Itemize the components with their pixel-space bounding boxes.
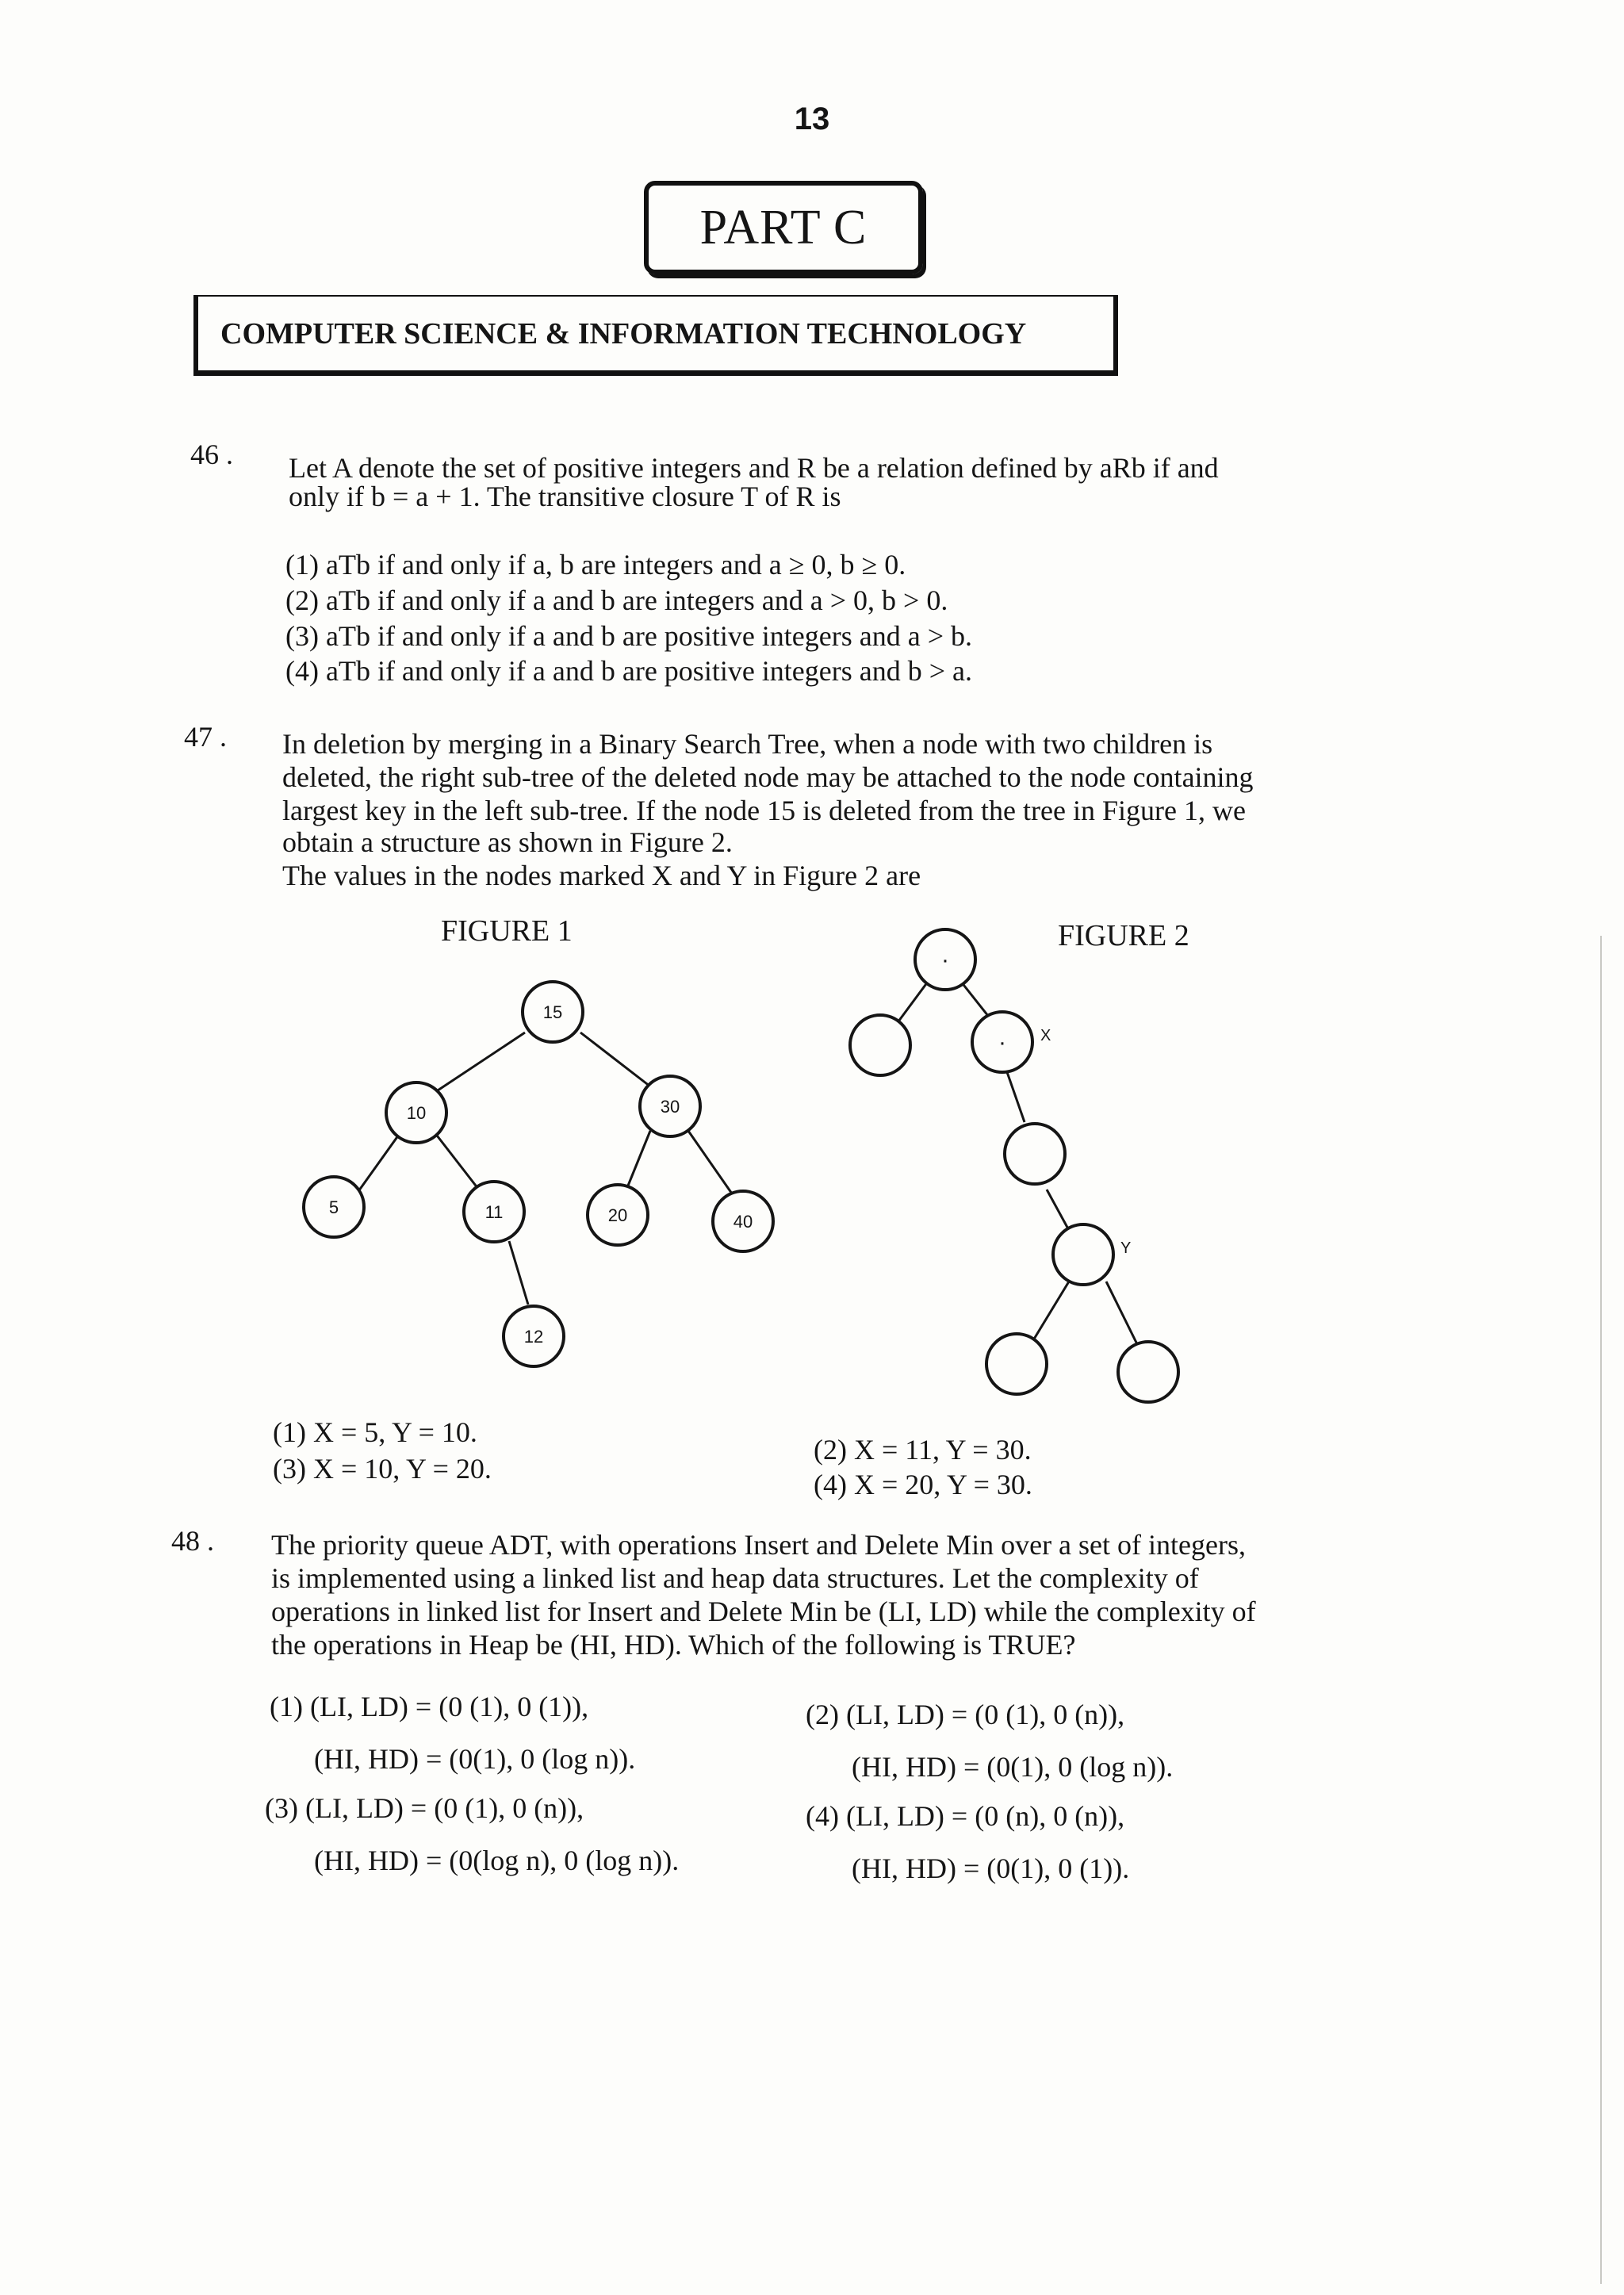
question-number: 48 . <box>171 1525 214 1557</box>
answer-option: (2) (LI, LD) = (0 (1), 0 (n)), <box>806 1699 1125 1730</box>
tree-node <box>1118 1342 1178 1402</box>
node-value: 30 <box>660 1097 680 1117</box>
answer-option: (1) X = 5, Y = 10. <box>273 1416 477 1448</box>
node-value: 20 <box>607 1205 628 1225</box>
answer-option: (HI, HD) = (0(log n), 0 (log n)). <box>314 1845 680 1876</box>
node-value: 12 <box>523 1327 544 1347</box>
part-title: PART C <box>644 181 923 274</box>
answer-option: (3) aTb if and only if a and b are positive integers and a > b. <box>285 620 973 652</box>
question-text-line: deleted, the right sub-tree of the deleted node may be attached to the node containing <box>282 761 1254 793</box>
answer-option: (2) aTb if and only if a and b are integers and a > 0, b > 0. <box>285 584 948 616</box>
question-number: 46 . <box>190 439 233 470</box>
question-text-line: The values in the nodes marked X and Y in Figure 2 are <box>282 860 921 891</box>
tree-node <box>1053 1224 1113 1285</box>
answer-option: (1) aTb if and only if a, b are integers and a ≥ 0, b ≥ 0. <box>285 549 906 580</box>
question-text-line: operations in linked list for Insert and Delete Min be (LI, LD) while the complexity of <box>271 1596 1256 1627</box>
page-number: 13 <box>794 102 830 136</box>
tree-edge <box>961 982 991 1020</box>
scan-edge-line <box>1600 936 1602 2284</box>
answer-option: (4) X = 20, Y = 30. <box>814 1469 1032 1500</box>
answer-option: (1) (LI, LD) = (0 (1), 0 (1)), <box>270 1691 589 1722</box>
tree-edge <box>1106 1282 1138 1346</box>
tree-edge <box>1007 1072 1025 1122</box>
subject-heading: COMPUTER SCIENCE & INFORMATION TECHNOLOGY <box>193 295 1118 376</box>
tree-node <box>986 1334 1047 1394</box>
node-value: 15 <box>542 1002 563 1022</box>
question-text-line: the operations in Heap be (HI, HD). Which of the following is TRUE? <box>271 1629 1076 1661</box>
node-marker-x: X <box>1040 1027 1051 1044</box>
node-value: · <box>941 947 949 973</box>
node-marker-y: Y <box>1120 1239 1132 1257</box>
answer-option: (2) X = 11, Y = 30. <box>814 1434 1032 1466</box>
tree-node <box>1005 1124 1065 1184</box>
question-text-line: largest key in the left sub-tree. If the node 15 is deleted from the tree in Figure 1, we <box>282 795 1246 826</box>
node-value: · <box>998 1029 1006 1056</box>
tree-edge <box>1047 1190 1071 1233</box>
question-text-line: only if b = a + 1. The transitive closure T of R is <box>289 481 841 512</box>
answer-option: (HI, HD) = (0(1), 0 (log n)). <box>852 1751 1174 1783</box>
answer-option: (3) (LI, LD) = (0 (1), 0 (n)), <box>265 1792 584 1824</box>
question-text-line: The priority queue ADT, with operations Insert and Delete Min over a set of integers, <box>271 1529 1246 1561</box>
node-value: 40 <box>733 1212 753 1232</box>
question-text-line: In deletion by merging in a Binary Search Tree, when a node with two children is <box>282 728 1213 760</box>
question-text-line: obtain a structure as shown in Figure 2. <box>282 826 733 858</box>
answer-option: (4) (LI, LD) = (0 (n), 0 (n)), <box>806 1800 1125 1832</box>
figure-1-label: FIGURE 1 <box>441 914 573 948</box>
figure-2-label: FIGURE 2 <box>1058 919 1189 952</box>
tree-node <box>850 1015 910 1075</box>
tree-edge <box>896 982 928 1025</box>
question-text-line: is implemented using a linked list and heap data structures. Let the complexity of <box>271 1562 1199 1594</box>
tree-edge <box>1031 1282 1069 1344</box>
node-value: 10 <box>406 1103 427 1123</box>
node-value: 5 <box>328 1197 339 1217</box>
question-text-line: Let A denote the set of positive integers and R be a relation defined by aRb if and <box>289 452 1219 484</box>
answer-option: (4) aTb if and only if a and b are positive integers and b > a. <box>285 655 973 687</box>
question-number: 47 . <box>184 721 227 753</box>
answer-option: (HI, HD) = (0(1), 0 (log n)). <box>314 1743 636 1775</box>
node-value: 11 <box>485 1202 504 1222</box>
answer-option: (HI, HD) = (0(1), 0 (1)). <box>852 1852 1130 1884</box>
answer-option: (3) X = 10, Y = 20. <box>273 1453 492 1485</box>
